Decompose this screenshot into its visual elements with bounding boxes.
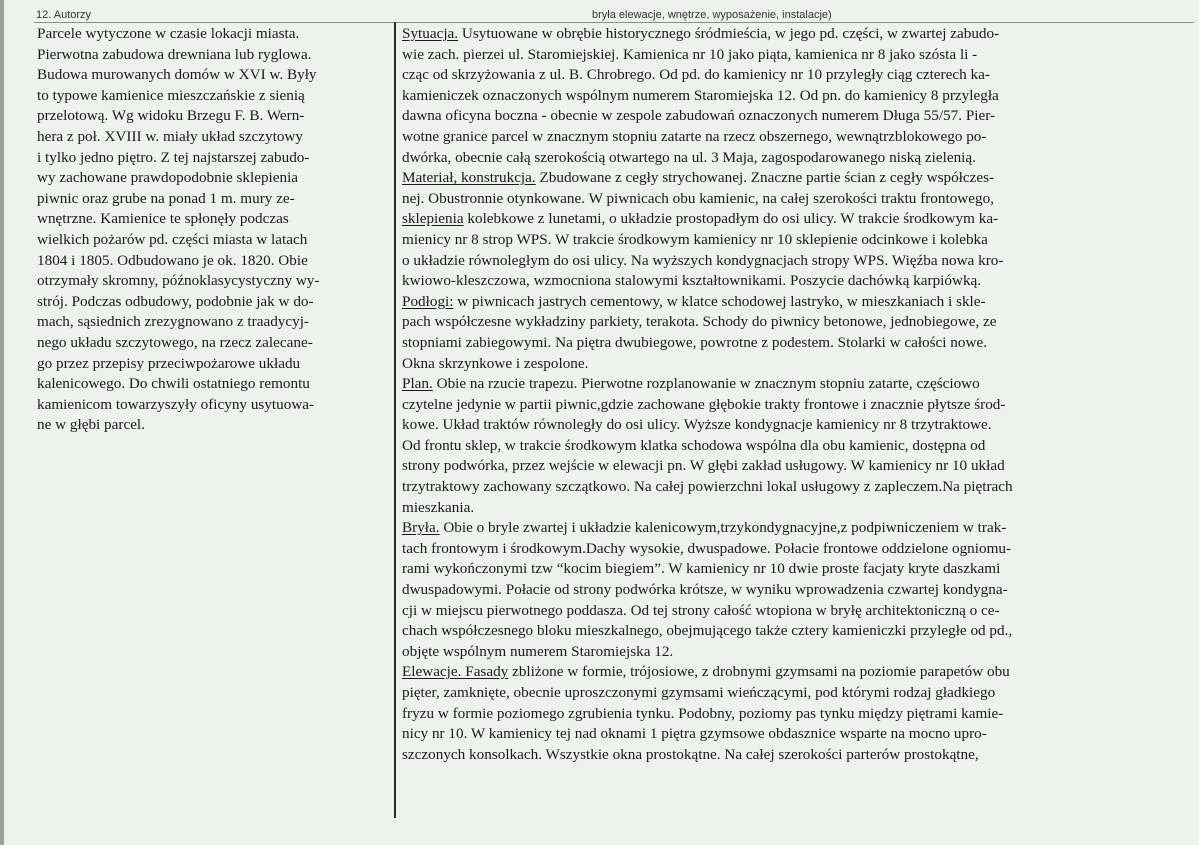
left-text-line: to typowe kamienice mieszczańskie z sienią — [37, 86, 305, 104]
left-text-line: Budowa murowanych domów w XVI w. Były — [37, 66, 317, 84]
left-text-line: nego układu szczytowego, na rzecz zalecane- — [37, 333, 313, 351]
body-text: nej. Obustronnie otynkowane. W piwnicach obu kamienic, na całej szerokości traktu frontowego, — [402, 189, 995, 207]
left-text-line: kamienicom towarzyszyły oficyny usytuowa- — [37, 395, 315, 413]
body-text: dwuspadowymi. Połacie od strony podwórka krótsze, w wyniku wprowadzenia czwartej kondygna- — [402, 581, 1008, 599]
right-text-line — [402, 498, 1192, 519]
right-text-line — [402, 354, 1192, 375]
body-text: tach frontowym i środkowym.Dachy wysokie, dwuspadowe. Połacie frontowe oddzielone ogniomu- — [402, 539, 1012, 557]
right-text-line — [402, 106, 1192, 127]
left-text-line: wy zachowane prawdopodobnie sklepienia — [37, 169, 299, 187]
body-text: szczonych konsolkach. Wszystkie okna prostokątne. Na całej szerokości parterów prostokątne, — [402, 745, 979, 763]
left-text-line: strój. Podczas odbudowy, podobnie jak w do- — [37, 292, 314, 310]
right-text-line — [402, 292, 1192, 313]
right-text-line — [402, 86, 1192, 107]
right-text-line — [402, 745, 1192, 766]
body-text: pach współczesne wykładziny parkiety, terakota. Schody do piwnicy betonowe, jednobiegowe, ze — [402, 313, 997, 331]
body-text: w piwnicach jastrych cementowy, w klatce schodowej lastryko, w mieszkaniach i skle- — [453, 292, 986, 310]
right-text-line — [402, 704, 1192, 725]
left-column — [37, 24, 387, 436]
right-column — [402, 24, 1192, 765]
body-text: Usytuowane w obrębie historycznego śródmieścia, w jego pd. części, w zwartej zabudo- — [458, 25, 1000, 42]
section-heading: Materiał, konstrukcja. — [402, 169, 536, 187]
right-text-line — [402, 456, 1192, 477]
left-text-line: Pierwotna zabudowa drewniana lub ryglowa. — [37, 45, 312, 63]
body-text: wie zach. pierzei ul. Staromiejskiej. Kamienica nr 10 jako piąta, kamienica nr 8 jako szósta li - — [402, 45, 978, 63]
right-text-line — [402, 45, 1192, 66]
body-text: Zbudowane z cegły strychowanej. Znaczne partie ścian z cegły współczes- — [535, 169, 995, 187]
left-text-line: otrzymały skromny, późnoklasycystyczny wy- — [37, 272, 320, 290]
header-right: bryła elewacje, wnętrze, wyposażenie, instalacje) — [592, 9, 832, 21]
body-text: dawna oficyna boczna - obecnie w zespole zabudowań oznaczonych numerem Długa 55/57. Pier- — [402, 107, 996, 125]
left-text-line: hera z poł. XVIII w. miały układ szczytowy — [37, 127, 303, 145]
right-text-line — [402, 580, 1192, 601]
body-text: mieszkania. — [402, 498, 475, 516]
top-rule — [34, 22, 1194, 23]
right-text-line — [402, 230, 1192, 251]
right-text-line — [402, 65, 1192, 86]
body-text: Okna skrzynkowe i zespolone. — [402, 354, 589, 372]
right-text-line — [402, 251, 1192, 272]
body-text: zbliżone w formie, trójosiowe, z drobnymi gzymsami na poziomie parapetów obu — [508, 663, 1010, 681]
right-text-line — [402, 209, 1192, 230]
left-text-line: mach, sąsiednich zrezygnowano z traadycyj- — [37, 313, 309, 331]
body-text: kolebkowe z lunetami, o układzie prostopadłym do osi ulicy. W trakcie środkowym ka- — [463, 210, 999, 228]
right-text-line — [402, 662, 1192, 683]
left-text-line: wnętrzne. Kamienice te spłonęły podczas — [37, 210, 289, 228]
body-text: wotne granice parcel w znacznym stopniu zatarte na rzecz obszernego, wewnątrzblokowego po- — [402, 127, 987, 145]
body-text: stopniami zabiegowymi. Na piętra dwubiegowe, powrotne z podestem. Stolarki w całości nowe. — [402, 333, 987, 351]
body-text: Obie o bryle zwartej i układzie kalenicowym,trzykondygnacyjne,z podpiwniczeniem w trak- — [439, 519, 1007, 537]
body-text: rami wykończonymi tzw “kocim biegiem”. W kamienicy nr 10 dwie proste facjaty kryte daszkami — [402, 560, 1001, 578]
section-heading: Bryła. — [402, 519, 440, 537]
right-text-line — [402, 477, 1192, 498]
right-text-line — [402, 621, 1192, 642]
section-heading: sklepienia — [402, 210, 464, 228]
right-text-line — [402, 374, 1192, 395]
right-text-line — [402, 24, 1192, 45]
body-text: trzytraktowy zachowany szczątkowo. Na całej powierzchni lokal usługowy z zapleczem.Na piętrach — [402, 478, 1013, 496]
body-text: kwiowo-kleszczowa, wzmocniona stalowymi kształtownikami. Poszycie dachówką karpiówką. — [402, 272, 982, 290]
right-text-line — [402, 312, 1192, 333]
left-text-line: kalenicowego. Do chwili ostatniego remontu — [37, 375, 310, 393]
body-text: chach współczesnego bloku mieszkalnego, obejmującego także cztery kamieniczki przyległe od pd., — [402, 622, 1013, 640]
body-text: Od frontu sklep, w trakcie środkowym klatka schodowa wspólna dla obu kamienic, dostępna od — [402, 436, 986, 454]
right-text-line — [402, 559, 1192, 580]
left-text-line: 1804 i 1805. Odbudowano je ok. 1820. Obie — [37, 251, 308, 269]
header-left: 12. Autorzy — [36, 9, 92, 21]
right-text-line — [402, 148, 1192, 169]
right-text-line — [402, 539, 1192, 560]
right-text-line — [402, 683, 1192, 704]
body-text: o układzie równoległym do osi ulicy. Na wyższych kondygnacjach stropy WPS. Więźba nowa kro- — [402, 251, 1004, 269]
right-text-line — [402, 127, 1192, 148]
body-text: strony podwórka, przez wejście w elewacji pn. W głębi zakład usługowy. W kamienicy nr 10 układ — [402, 457, 1005, 475]
right-text-line — [402, 271, 1192, 292]
body-text: kowe. Układ traktów równoległy do osi ulicy. Wyższe kondygnacje kamienicy nr 8 trzytraktowe. — [402, 416, 992, 434]
body-text: cząc od skrzyżowania z ul. B. Chrobrego. Od pd. do kamienicy nr 10 przyległy ciąg czterech ka- — [402, 66, 990, 84]
left-text-line: wielkich pożarów pd. części miasta w latach — [37, 230, 308, 248]
body-text: fryzu w formie poziomego zgrubienia tynku. Podobny, poziomy pas tynku między piętrami kamie- — [402, 704, 1004, 722]
body-text: objęte wspólnym numerem Staromiejska 12. — [402, 642, 674, 660]
section-heading: Podłogi: — [402, 292, 454, 310]
left-text-line: ne w głębi parcel. — [37, 416, 145, 434]
section-heading: Sytuacja. — [402, 25, 459, 42]
right-text-line — [402, 436, 1192, 457]
column-divider — [394, 22, 396, 818]
section-heading: Elewacje. Fasady — [402, 663, 509, 681]
right-text-line — [402, 415, 1192, 436]
left-text-line: Parcele wytyczone w czasie lokacji miasta. — [37, 25, 300, 42]
body-text: kamieniczek oznaczonych wspólnym numerem Staromiejska 12. Od pn. do kamienicy 8 przyległa — [402, 86, 999, 104]
left-text-line: piwnic oraz grube na ponad 1 m. mury ze- — [37, 189, 295, 207]
body-text: Obie na rzucie trapezu. Pierwotne rozplanowanie w znacznym stopniu zatarte, częściowo — [432, 375, 980, 393]
section-heading: Plan. — [402, 375, 433, 393]
body-text: pięter, zamknięte, obecnie uproszczonymi gzymsami wieńczącymi, pod którymi rodzaj gładkiego — [402, 684, 996, 701]
right-text-line — [402, 395, 1192, 416]
right-text-line — [402, 333, 1192, 354]
body-text: dwórka, obecnie całą szerokością otwartego na ul. 3 Maja, zagospodarowanego niską zielenią. — [402, 148, 976, 166]
body-text: mienicy nr 8 strop WPS. W trakcie środkowym kamienicy nr 10 sklepienie odcinkowe i kolebka — [402, 230, 988, 248]
right-text-line — [402, 642, 1192, 663]
left-text-line: go przez przepisy przeciwpożarowe układu — [37, 354, 301, 372]
right-text-line — [402, 601, 1192, 622]
left-text-line: przelotową. Wg widoku Brzegu F. B. Wern- — [37, 107, 305, 125]
body-text: nicy nr 10. W kamienicy tej nad oknami 1 piętra gzymsowe obdasznice wsparte na mocno upro- — [402, 725, 987, 743]
body-text: czytelne jedynie w partii piwnic,gdzie zachowane głębokie trakty frontowe i znacznie płytsze środ- — [402, 395, 1006, 413]
right-text-line — [402, 724, 1192, 745]
right-text-line — [402, 518, 1192, 539]
left-text-line: i tylko jedno piętro. Z tej najstarszej zabudo- — [37, 148, 310, 166]
right-text-line — [402, 168, 1192, 189]
body-text: cji w miejscu pierwotnego poddasza. Od tej strony całość wtopiona w bryłę architektoniczną o ce- — [402, 601, 1000, 619]
right-text-line — [402, 189, 1192, 210]
